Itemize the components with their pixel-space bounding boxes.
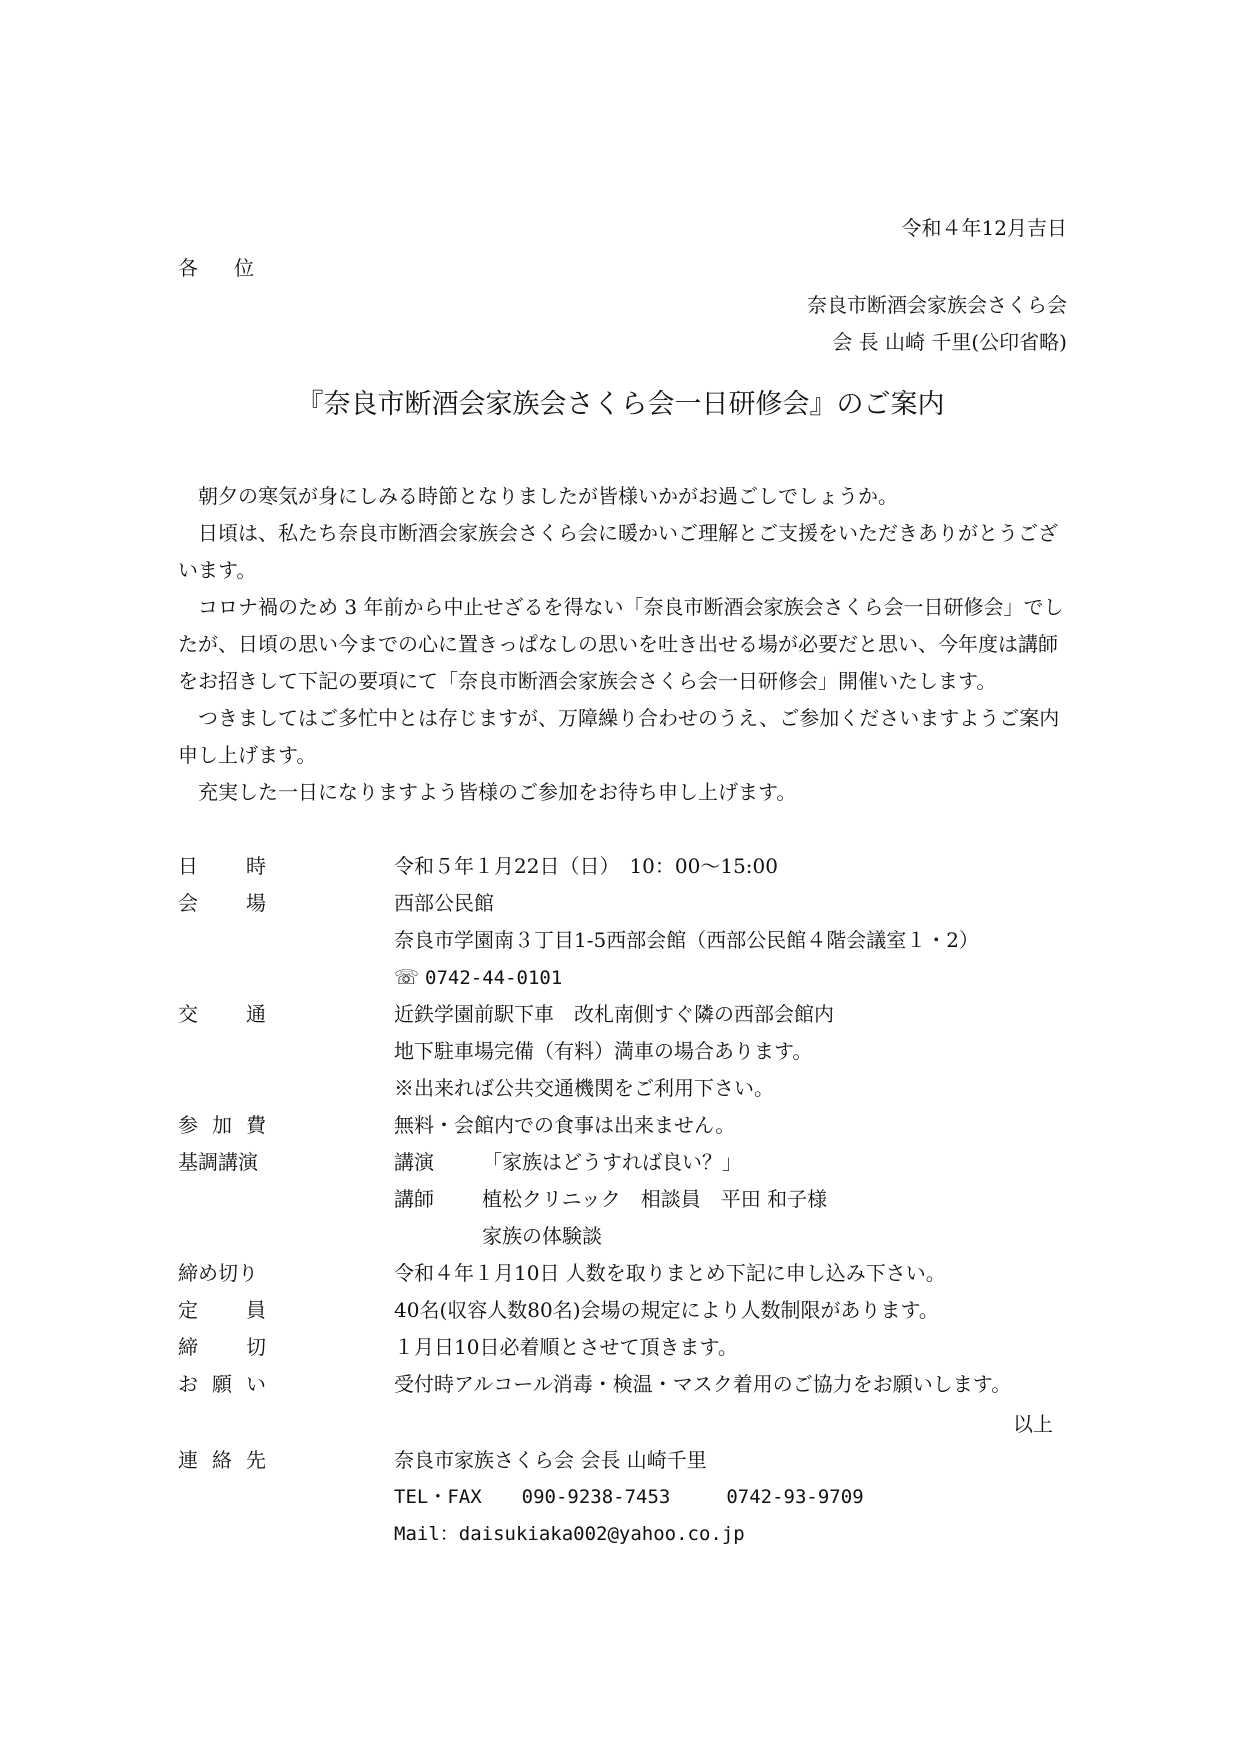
detail-value-capacity: 40名(収容人数80名)会場の規定により人数制限があります。 xyxy=(394,1298,939,1322)
addressee: 各位 xyxy=(178,256,290,280)
telephone-icon: ☏ xyxy=(394,965,420,989)
contact-tel-label: TEL・FAX xyxy=(394,1486,482,1508)
detail-value-request: 受付時アルコール消毒・検温・マスク着用のご協力をお願いします。 xyxy=(394,1372,1012,1396)
detail-label-venue: 会 場 xyxy=(178,891,266,915)
detail-row-access xyxy=(178,996,1068,1033)
detail-value-venue-address: 奈良市学園南３丁目1-5西部会館（西部公民館４階会議室１・2） xyxy=(394,928,979,952)
contact-section xyxy=(178,1442,1068,1553)
detail-label-cutoff: 締 切 xyxy=(178,1335,266,1359)
contact-tel-2: 0742-93-9709 xyxy=(726,1486,864,1508)
detail-label-keynote: 基調講演 xyxy=(178,1150,258,1174)
detail-row-keynote xyxy=(178,1144,1068,1181)
contact-row-name xyxy=(178,1442,1068,1479)
detail-row-lecturer xyxy=(178,1181,1068,1218)
detail-value-venue-name: 西部公民館 xyxy=(394,891,494,915)
contact-label: 連 絡 先 xyxy=(178,1448,266,1472)
detail-row-deadline xyxy=(178,1255,1068,1292)
detail-label-deadline: 締め切り xyxy=(178,1261,258,1285)
document-date: 令和４年12月吉日 xyxy=(901,216,1067,240)
detail-value-datetime: 令和５年１月22日（日） 10：00～15:00 xyxy=(394,854,778,878)
detail-label-request: お 願 い xyxy=(178,1372,266,1396)
contact-row-tel xyxy=(178,1479,1068,1516)
lecture-value: 「家族はどうすれば良い？」 xyxy=(482,1150,742,1174)
detail-value-access-3: ※出来れば公共交通機関をご利用下さい。 xyxy=(394,1076,774,1100)
detail-label-fee: 参 加 費 xyxy=(178,1113,266,1137)
body-text xyxy=(178,478,1068,811)
detail-value-access-2: 地下駐車場完備（有料）満車の場合あります。 xyxy=(394,1039,813,1063)
sender-representative: 会 長 山崎 千里(公印省略) xyxy=(832,330,1067,354)
detail-value-deadline: 令和４年１月10日 人数を取りまとめ下記に申し込み下さい。 xyxy=(394,1261,946,1285)
paragraph-announcement: コロナ禍のため 3 年前から中止せざるを得ない「奈良市断酒会家族会さくら会一日研修会」でしたが、日頃の思い今までの心に置きっぱなしの思いを吐き出せる場が必要だと思い、今年度は講師をお招きして下記の要項にて「奈良市断酒会家族会さくら会一日研修会」開催いたします。 xyxy=(178,595,1064,693)
detail-value-cutoff: １月日10日必着順とさせて頂きます。 xyxy=(394,1335,738,1359)
detail-row-cutoff xyxy=(178,1329,1068,1366)
lecture-label: 講演 xyxy=(394,1150,434,1174)
venue-phone: 0742-44-0101 xyxy=(425,967,563,989)
paragraph-thanks: 日頃は、私たち奈良市断酒会家族会さくら会に暖かいご理解とご支援をいただきありがとうございます。 xyxy=(178,521,1058,582)
detail-row-capacity xyxy=(178,1292,1068,1329)
contact-mail[interactable]: Mail：daisukiaka002@yahoo.co.jp xyxy=(394,1523,745,1545)
detail-row-access-3 xyxy=(178,1070,1068,1107)
paragraph-greeting: 朝夕の寒気が身にしみる時節となりましたが皆様いかがお過ごしでしょうか。 xyxy=(198,484,898,508)
detail-label-datetime: 日 時 xyxy=(178,854,266,878)
detail-value-access-1: 近鉄学園前駅下車 改札南側すぐ隣の西部会館内 xyxy=(394,1002,834,1026)
paragraph-invitation: つきましてはご多忙中とは存じますが、万障繰り合わせのうえ、ご参加くださいますようご案内申し上げます。 xyxy=(178,706,1060,767)
contact-tel-1: 090-9238-7453 xyxy=(521,1486,671,1508)
closing-mark: 以上 xyxy=(1013,1412,1053,1436)
detail-row-venue-phone xyxy=(178,959,1068,996)
lecturer-label: 講師 xyxy=(394,1187,434,1211)
detail-row-venue xyxy=(178,885,1068,922)
event-details xyxy=(178,848,1068,1403)
detail-row-request xyxy=(178,1366,1068,1403)
contact-name: 奈良市家族さくら会 会長 山崎千里 xyxy=(394,1448,707,1472)
detail-value-fee: 無料・会館内での食事は出来ません。 xyxy=(394,1113,736,1137)
sender-organization: 奈良市断酒会家族会さくら会 xyxy=(807,293,1067,317)
detail-row-access-2 xyxy=(178,1033,1068,1070)
keynote-extra: 家族の体験談 xyxy=(482,1224,602,1248)
detail-label-access: 交 通 xyxy=(178,1002,266,1026)
detail-row-venue-address xyxy=(178,922,1068,959)
detail-row-keynote-extra xyxy=(178,1218,1068,1255)
detail-row-datetime xyxy=(178,848,1068,885)
document-title: 『奈良市断酒会家族会さくら会一日研修会』のご案内 xyxy=(296,389,945,420)
lecturer-value: 植松クリニック 相談員 平田 和子様 xyxy=(482,1187,828,1211)
paragraph-closing-remark: 充実した一日になりますよう皆様のご参加をお待ち申し上げます。 xyxy=(198,780,797,804)
detail-label-capacity: 定 員 xyxy=(178,1298,266,1322)
contact-row-mail xyxy=(178,1516,1068,1553)
detail-row-fee xyxy=(178,1107,1068,1144)
